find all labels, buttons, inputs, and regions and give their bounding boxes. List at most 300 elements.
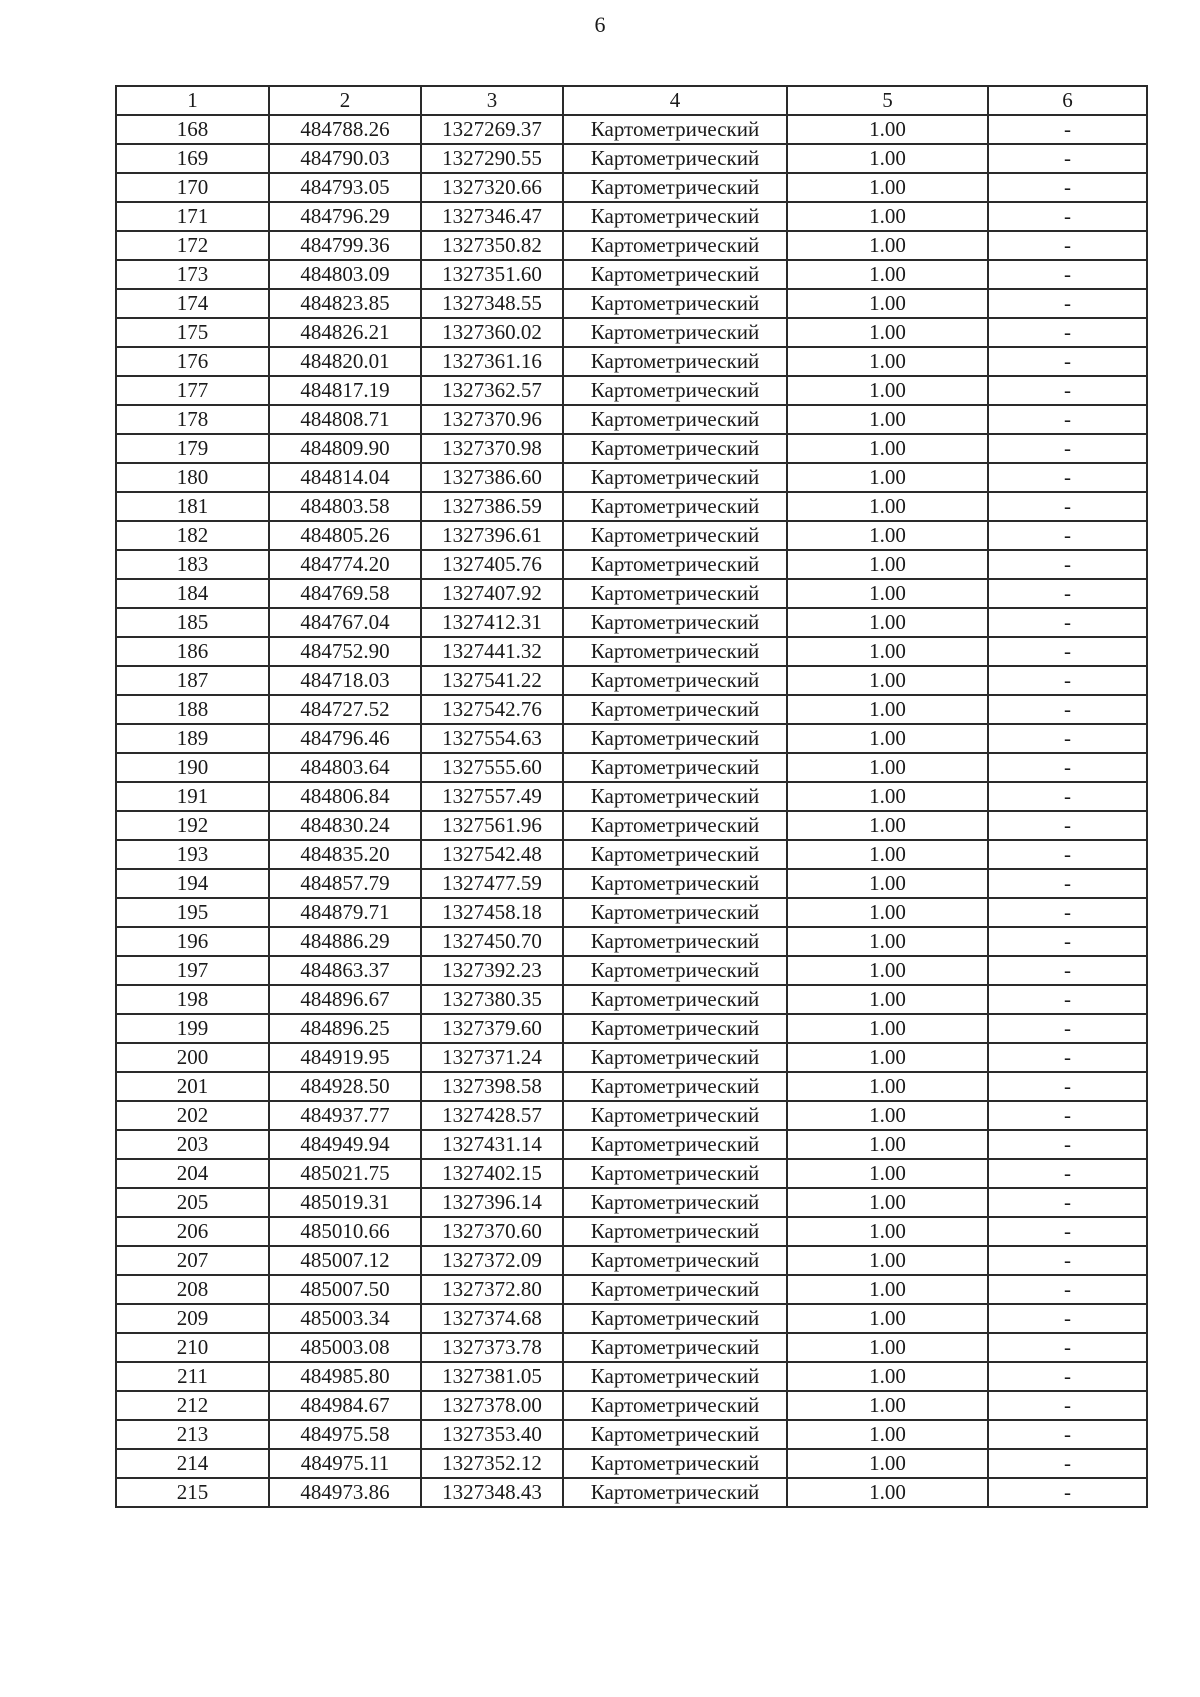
y-coordinate-cell: 1327370.60 [421, 1217, 563, 1246]
accuracy-cell: 1.00 [787, 1043, 988, 1072]
accuracy-cell: 1.00 [787, 1217, 988, 1246]
note-cell: - [988, 1159, 1147, 1188]
y-coordinate-cell: 1327346.47 [421, 202, 563, 231]
table-row [116, 898, 1147, 927]
point-number-cell: 181 [116, 492, 269, 521]
note-cell: - [988, 202, 1147, 231]
accuracy-cell: 1.00 [787, 260, 988, 289]
point-number-cell: 200 [116, 1043, 269, 1072]
table-row [116, 956, 1147, 985]
y-coordinate-cell: 1327392.23 [421, 956, 563, 985]
point-number-cell: 214 [116, 1449, 269, 1478]
point-number-cell: 191 [116, 782, 269, 811]
method-cell: Картометрический [563, 405, 787, 434]
point-number-cell: 180 [116, 463, 269, 492]
x-coordinate-cell: 485007.50 [269, 1275, 421, 1304]
x-coordinate-cell: 485019.31 [269, 1188, 421, 1217]
x-coordinate-cell: 484793.05 [269, 173, 421, 202]
y-coordinate-cell: 1327373.78 [421, 1333, 563, 1362]
method-cell: Картометрический [563, 1333, 787, 1362]
x-coordinate-cell: 484928.50 [269, 1072, 421, 1101]
point-number-cell: 208 [116, 1275, 269, 1304]
method-cell: Картометрический [563, 666, 787, 695]
table-row [116, 173, 1147, 202]
note-cell: - [988, 260, 1147, 289]
table-row [116, 985, 1147, 1014]
column-header: 4 [563, 86, 787, 115]
table-row [116, 840, 1147, 869]
point-number-cell: 188 [116, 695, 269, 724]
method-cell: Картометрический [563, 1362, 787, 1391]
point-number-cell: 177 [116, 376, 269, 405]
note-cell: - [988, 1420, 1147, 1449]
accuracy-cell: 1.00 [787, 434, 988, 463]
accuracy-cell: 1.00 [787, 1391, 988, 1420]
accuracy-cell: 1.00 [787, 1333, 988, 1362]
page-number: 6 [594, 12, 606, 37]
y-coordinate-cell: 1327320.66 [421, 173, 563, 202]
column-header: 3 [421, 86, 563, 115]
note-cell: - [988, 463, 1147, 492]
note-cell: - [988, 927, 1147, 956]
accuracy-cell: 1.00 [787, 1246, 988, 1275]
accuracy-cell: 1.00 [787, 956, 988, 985]
method-cell: Картометрический [563, 1072, 787, 1101]
note-cell: - [988, 724, 1147, 753]
table-row [116, 1188, 1147, 1217]
accuracy-cell: 1.00 [787, 695, 988, 724]
table-row [116, 1072, 1147, 1101]
point-number-cell: 175 [116, 318, 269, 347]
accuracy-cell: 1.00 [787, 405, 988, 434]
method-cell: Картометрический [563, 202, 787, 231]
method-cell: Картометрический [563, 231, 787, 260]
table-row [116, 1304, 1147, 1333]
point-number-cell: 189 [116, 724, 269, 753]
y-coordinate-cell: 1327402.15 [421, 1159, 563, 1188]
note-cell: - [988, 840, 1147, 869]
method-cell: Картометрический [563, 144, 787, 173]
accuracy-cell: 1.00 [787, 173, 988, 202]
note-cell: - [988, 231, 1147, 260]
x-coordinate-cell: 484857.79 [269, 869, 421, 898]
note-cell: - [988, 666, 1147, 695]
y-coordinate-cell: 1327386.59 [421, 492, 563, 521]
method-cell: Картометрический [563, 434, 787, 463]
y-coordinate-cell: 1327458.18 [421, 898, 563, 927]
point-number-cell: 215 [116, 1478, 269, 1507]
method-cell: Картометрический [563, 840, 787, 869]
x-coordinate-cell: 484718.03 [269, 666, 421, 695]
note-cell: - [988, 1391, 1147, 1420]
y-coordinate-cell: 1327379.60 [421, 1014, 563, 1043]
y-coordinate-cell: 1327371.24 [421, 1043, 563, 1072]
accuracy-cell: 1.00 [787, 840, 988, 869]
table-row [116, 434, 1147, 463]
accuracy-cell: 1.00 [787, 1362, 988, 1391]
y-coordinate-cell: 1327269.37 [421, 115, 563, 144]
note-cell: - [988, 1362, 1147, 1391]
table-row [116, 1101, 1147, 1130]
note-cell: - [988, 1217, 1147, 1246]
accuracy-cell: 1.00 [787, 1101, 988, 1130]
point-number-cell: 187 [116, 666, 269, 695]
point-number-cell: 173 [116, 260, 269, 289]
x-coordinate-cell: 484896.67 [269, 985, 421, 1014]
table-row [116, 1362, 1147, 1391]
point-number-cell: 199 [116, 1014, 269, 1043]
y-coordinate-cell: 1327370.98 [421, 434, 563, 463]
x-coordinate-cell: 484790.03 [269, 144, 421, 173]
method-cell: Картометрический [563, 1478, 787, 1507]
note-cell: - [988, 608, 1147, 637]
x-coordinate-cell: 484796.29 [269, 202, 421, 231]
y-coordinate-cell: 1327362.57 [421, 376, 563, 405]
accuracy-cell: 1.00 [787, 782, 988, 811]
y-coordinate-cell: 1327561.96 [421, 811, 563, 840]
point-number-cell: 196 [116, 927, 269, 956]
y-coordinate-cell: 1327353.40 [421, 1420, 563, 1449]
note-cell: - [988, 898, 1147, 927]
x-coordinate-cell: 484973.86 [269, 1478, 421, 1507]
note-cell: - [988, 144, 1147, 173]
table-row [116, 1130, 1147, 1159]
accuracy-cell: 1.00 [787, 753, 988, 782]
table-row [116, 1478, 1147, 1507]
method-cell: Картометрический [563, 956, 787, 985]
accuracy-cell: 1.00 [787, 579, 988, 608]
accuracy-cell: 1.00 [787, 521, 988, 550]
table-row [116, 1217, 1147, 1246]
x-coordinate-cell: 484796.46 [269, 724, 421, 753]
y-coordinate-cell: 1327441.32 [421, 637, 563, 666]
accuracy-cell: 1.00 [787, 115, 988, 144]
table-row [116, 1420, 1147, 1449]
note-cell: - [988, 1304, 1147, 1333]
method-cell: Картометрический [563, 811, 787, 840]
x-coordinate-cell: 484808.71 [269, 405, 421, 434]
x-coordinate-cell: 484806.84 [269, 782, 421, 811]
x-coordinate-cell: 484803.58 [269, 492, 421, 521]
table-row [116, 318, 1147, 347]
y-coordinate-cell: 1327407.92 [421, 579, 563, 608]
method-cell: Картометрический [563, 1246, 787, 1275]
y-coordinate-cell: 1327350.82 [421, 231, 563, 260]
table-row [116, 289, 1147, 318]
point-number-cell: 204 [116, 1159, 269, 1188]
x-coordinate-cell: 484826.21 [269, 318, 421, 347]
x-coordinate-cell: 484975.11 [269, 1449, 421, 1478]
table-row [116, 753, 1147, 782]
table-row [116, 463, 1147, 492]
point-number-cell: 205 [116, 1188, 269, 1217]
note-cell: - [988, 550, 1147, 579]
note-cell: - [988, 637, 1147, 666]
accuracy-cell: 1.00 [787, 550, 988, 579]
y-coordinate-cell: 1327542.76 [421, 695, 563, 724]
column-header: 5 [787, 86, 988, 115]
x-coordinate-cell: 484919.95 [269, 1043, 421, 1072]
y-coordinate-cell: 1327361.16 [421, 347, 563, 376]
method-cell: Картометрический [563, 289, 787, 318]
point-number-cell: 186 [116, 637, 269, 666]
method-cell: Картометрический [563, 376, 787, 405]
accuracy-cell: 1.00 [787, 347, 988, 376]
table-row [116, 1159, 1147, 1188]
note-cell: - [988, 521, 1147, 550]
note-cell: - [988, 782, 1147, 811]
note-cell: - [988, 1333, 1147, 1362]
x-coordinate-cell: 484809.90 [269, 434, 421, 463]
method-cell: Картометрический [563, 869, 787, 898]
coordinates-table [115, 85, 1148, 1508]
x-coordinate-cell: 484820.01 [269, 347, 421, 376]
table-row [116, 202, 1147, 231]
note-cell: - [988, 434, 1147, 463]
x-coordinate-cell: 484984.67 [269, 1391, 421, 1420]
method-cell: Картометрический [563, 463, 787, 492]
y-coordinate-cell: 1327428.57 [421, 1101, 563, 1130]
table-row [116, 869, 1147, 898]
x-coordinate-cell: 484767.04 [269, 608, 421, 637]
point-number-cell: 179 [116, 434, 269, 463]
point-number-cell: 184 [116, 579, 269, 608]
table-row [116, 1014, 1147, 1043]
note-cell: - [988, 318, 1147, 347]
method-cell: Картометрический [563, 608, 787, 637]
x-coordinate-cell: 484788.26 [269, 115, 421, 144]
point-number-cell: 202 [116, 1101, 269, 1130]
table-row [116, 521, 1147, 550]
method-cell: Картометрический [563, 115, 787, 144]
table-row [116, 1449, 1147, 1478]
method-cell: Картометрический [563, 550, 787, 579]
method-cell: Картометрический [563, 1217, 787, 1246]
x-coordinate-cell: 484985.80 [269, 1362, 421, 1391]
point-number-cell: 178 [116, 405, 269, 434]
point-number-cell: 203 [116, 1130, 269, 1159]
table-row [116, 115, 1147, 144]
y-coordinate-cell: 1327372.09 [421, 1246, 563, 1275]
note-cell: - [988, 289, 1147, 318]
accuracy-cell: 1.00 [787, 318, 988, 347]
method-cell: Картометрический [563, 637, 787, 666]
x-coordinate-cell: 484863.37 [269, 956, 421, 985]
table-row [116, 492, 1147, 521]
accuracy-cell: 1.00 [787, 1449, 988, 1478]
y-coordinate-cell: 1327477.59 [421, 869, 563, 898]
note-cell: - [988, 1072, 1147, 1101]
accuracy-cell: 1.00 [787, 637, 988, 666]
table-header-row [116, 86, 1147, 115]
accuracy-cell: 1.00 [787, 144, 988, 173]
y-coordinate-cell: 1327386.60 [421, 463, 563, 492]
accuracy-cell: 1.00 [787, 1072, 988, 1101]
note-cell: - [988, 376, 1147, 405]
accuracy-cell: 1.00 [787, 1188, 988, 1217]
accuracy-cell: 1.00 [787, 1478, 988, 1507]
accuracy-cell: 1.00 [787, 231, 988, 260]
point-number-cell: 194 [116, 869, 269, 898]
note-cell: - [988, 347, 1147, 376]
note-cell: - [988, 115, 1147, 144]
x-coordinate-cell: 484886.29 [269, 927, 421, 956]
y-coordinate-cell: 1327396.14 [421, 1188, 563, 1217]
note-cell: - [988, 695, 1147, 724]
x-coordinate-cell: 484799.36 [269, 231, 421, 260]
x-coordinate-cell: 484823.85 [269, 289, 421, 318]
method-cell: Картометрический [563, 492, 787, 521]
x-coordinate-cell: 484727.52 [269, 695, 421, 724]
note-cell: - [988, 405, 1147, 434]
accuracy-cell: 1.00 [787, 985, 988, 1014]
accuracy-cell: 1.00 [787, 608, 988, 637]
note-cell: - [988, 1014, 1147, 1043]
x-coordinate-cell: 485007.12 [269, 1246, 421, 1275]
y-coordinate-cell: 1327372.80 [421, 1275, 563, 1304]
method-cell: Картометрический [563, 695, 787, 724]
table-row [116, 1275, 1147, 1304]
note-cell: - [988, 869, 1147, 898]
point-number-cell: 171 [116, 202, 269, 231]
point-number-cell: 182 [116, 521, 269, 550]
method-cell: Картометрический [563, 753, 787, 782]
note-cell: - [988, 811, 1147, 840]
x-coordinate-cell: 485003.34 [269, 1304, 421, 1333]
x-coordinate-cell: 484879.71 [269, 898, 421, 927]
y-coordinate-cell: 1327431.14 [421, 1130, 563, 1159]
accuracy-cell: 1.00 [787, 289, 988, 318]
x-coordinate-cell: 484975.58 [269, 1420, 421, 1449]
method-cell: Картометрический [563, 1101, 787, 1130]
y-coordinate-cell: 1327378.00 [421, 1391, 563, 1420]
table-row [116, 927, 1147, 956]
point-number-cell: 183 [116, 550, 269, 579]
y-coordinate-cell: 1327381.05 [421, 1362, 563, 1391]
accuracy-cell: 1.00 [787, 811, 988, 840]
method-cell: Картометрический [563, 1420, 787, 1449]
note-cell: - [988, 956, 1147, 985]
x-coordinate-cell: 484774.20 [269, 550, 421, 579]
table-row [116, 637, 1147, 666]
point-number-cell: 209 [116, 1304, 269, 1333]
accuracy-cell: 1.00 [787, 724, 988, 753]
point-number-cell: 212 [116, 1391, 269, 1420]
note-cell: - [988, 579, 1147, 608]
column-header: 2 [269, 86, 421, 115]
y-coordinate-cell: 1327360.02 [421, 318, 563, 347]
note-cell: - [988, 1449, 1147, 1478]
method-cell: Картометрический [563, 898, 787, 927]
table-row [116, 811, 1147, 840]
method-cell: Картометрический [563, 782, 787, 811]
table-row [116, 405, 1147, 434]
x-coordinate-cell: 484752.90 [269, 637, 421, 666]
point-number-cell: 210 [116, 1333, 269, 1362]
note-cell: - [988, 1188, 1147, 1217]
note-cell: - [988, 1130, 1147, 1159]
y-coordinate-cell: 1327398.58 [421, 1072, 563, 1101]
method-cell: Картометрический [563, 579, 787, 608]
point-number-cell: 170 [116, 173, 269, 202]
method-cell: Картометрический [563, 173, 787, 202]
point-number-cell: 207 [116, 1246, 269, 1275]
method-cell: Картометрический [563, 1159, 787, 1188]
note-cell: - [988, 492, 1147, 521]
accuracy-cell: 1.00 [787, 1014, 988, 1043]
y-coordinate-cell: 1327542.48 [421, 840, 563, 869]
accuracy-cell: 1.00 [787, 202, 988, 231]
method-cell: Картометрический [563, 521, 787, 550]
point-number-cell: 193 [116, 840, 269, 869]
point-number-cell: 172 [116, 231, 269, 260]
y-coordinate-cell: 1327374.68 [421, 1304, 563, 1333]
method-cell: Картометрический [563, 927, 787, 956]
x-coordinate-cell: 485010.66 [269, 1217, 421, 1246]
column-header: 6 [988, 86, 1147, 115]
accuracy-cell: 1.00 [787, 898, 988, 927]
point-number-cell: 198 [116, 985, 269, 1014]
accuracy-cell: 1.00 [787, 869, 988, 898]
y-coordinate-cell: 1327555.60 [421, 753, 563, 782]
method-cell: Картометрический [563, 1275, 787, 1304]
x-coordinate-cell: 484817.19 [269, 376, 421, 405]
y-coordinate-cell: 1327352.12 [421, 1449, 563, 1478]
table-row [116, 724, 1147, 753]
accuracy-cell: 1.00 [787, 1275, 988, 1304]
table-row [116, 1333, 1147, 1362]
method-cell: Картометрический [563, 1391, 787, 1420]
method-cell: Картометрический [563, 1449, 787, 1478]
point-number-cell: 176 [116, 347, 269, 376]
x-coordinate-cell: 485021.75 [269, 1159, 421, 1188]
accuracy-cell: 1.00 [787, 463, 988, 492]
method-cell: Картометрический [563, 1130, 787, 1159]
x-coordinate-cell: 485003.08 [269, 1333, 421, 1362]
table-row [116, 231, 1147, 260]
method-cell: Картометрический [563, 724, 787, 753]
point-number-cell: 206 [116, 1217, 269, 1246]
accuracy-cell: 1.00 [787, 1159, 988, 1188]
table-row [116, 550, 1147, 579]
point-number-cell: 197 [116, 956, 269, 985]
note-cell: - [988, 985, 1147, 1014]
x-coordinate-cell: 484814.04 [269, 463, 421, 492]
point-number-cell: 185 [116, 608, 269, 637]
table-row [116, 1246, 1147, 1275]
x-coordinate-cell: 484805.26 [269, 521, 421, 550]
y-coordinate-cell: 1327396.61 [421, 521, 563, 550]
table-row [116, 376, 1147, 405]
y-coordinate-cell: 1327557.49 [421, 782, 563, 811]
accuracy-cell: 1.00 [787, 666, 988, 695]
note-cell: - [988, 1275, 1147, 1304]
method-cell: Картометрический [563, 985, 787, 1014]
x-coordinate-cell: 484769.58 [269, 579, 421, 608]
y-coordinate-cell: 1327290.55 [421, 144, 563, 173]
note-cell: - [988, 1043, 1147, 1072]
table-row [116, 579, 1147, 608]
method-cell: Картометрический [563, 1014, 787, 1043]
table-row [116, 782, 1147, 811]
x-coordinate-cell: 484835.20 [269, 840, 421, 869]
note-cell: - [988, 1246, 1147, 1275]
x-coordinate-cell: 484896.25 [269, 1014, 421, 1043]
method-cell: Картометрический [563, 1188, 787, 1217]
y-coordinate-cell: 1327348.55 [421, 289, 563, 318]
y-coordinate-cell: 1327554.63 [421, 724, 563, 753]
point-number-cell: 201 [116, 1072, 269, 1101]
